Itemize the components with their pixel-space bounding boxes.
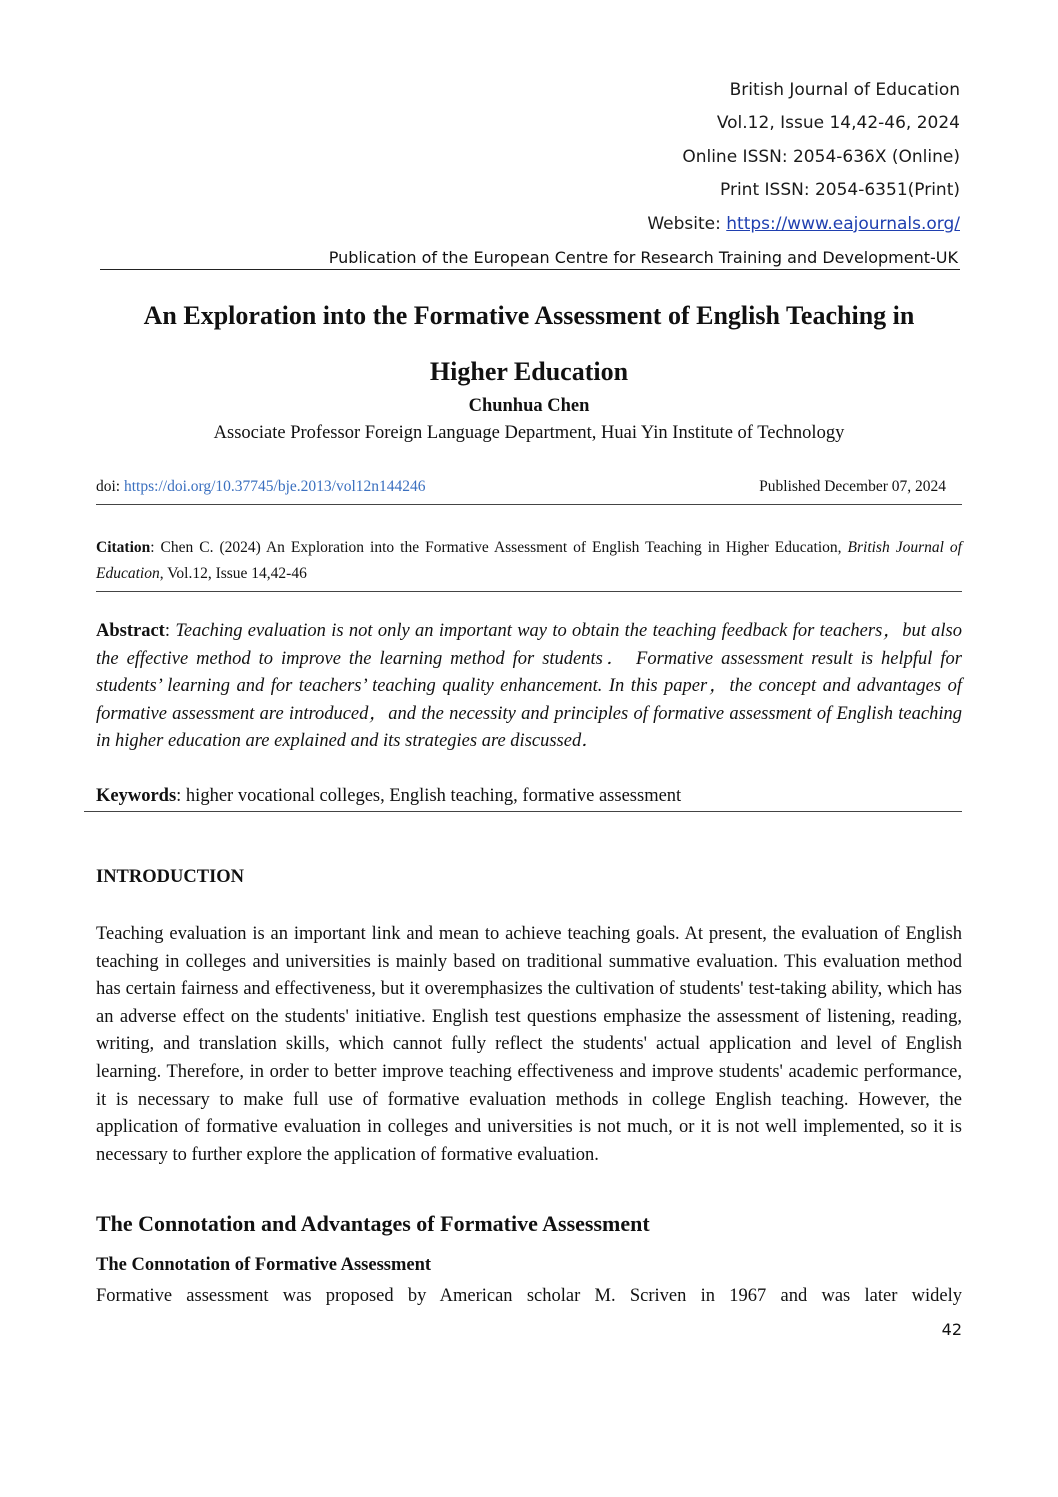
doi-row — [96, 478, 962, 505]
title-line-2: Higher Education — [429, 357, 629, 386]
page-number: 42 — [941, 1320, 962, 1339]
article-title — [80, 288, 978, 400]
keywords-text: : higher vocational colleges, English teaching, formative assessment — [176, 786, 682, 806]
website-link[interactable]: https://www.eajournals.org/ — [726, 213, 960, 234]
website-label: Website: — [647, 213, 727, 234]
print-issn: Print ISSN: 2054-6351(Print) — [720, 180, 960, 201]
keywords — [84, 783, 962, 812]
citation-label: Citation — [96, 539, 151, 556]
author-name: Chunhua Chen — [468, 396, 590, 416]
title-line-1: An Exploration into the Formative Assessment of English Teaching in — [143, 301, 915, 330]
introduction-heading: INTRODUCTION — [96, 867, 245, 887]
doi-label: doi: — [96, 478, 124, 495]
subsection-heading: The Connotation of Formative Assessment — [96, 1255, 432, 1275]
citation — [96, 535, 962, 592]
abstract-label: Abstract — [96, 621, 165, 641]
abstract-sep: : — [164, 621, 176, 641]
section-paragraph: Formative assessment was proposed by American scholar M. Scriven in 1967 and was later widely — [96, 1286, 962, 1306]
website-line — [647, 208, 960, 241]
publisher-line: Publication of the European Centre for Research Training and Development-UK — [100, 247, 960, 270]
journal-volume: Vol.12, Issue 14,42-46, 2024 — [716, 113, 960, 134]
online-issn: Online ISSN: 2054-636X (Online) — [682, 146, 960, 167]
keywords-label: Keywords — [96, 786, 177, 806]
author-affiliation: Associate Professor Foreign Language Department, Huai Yin Institute of Technology — [213, 423, 845, 443]
section-heading: The Connotation and Advantages of Formative Assessment — [96, 1211, 650, 1236]
published-date: Published December 07, 2024 — [759, 478, 946, 495]
abstract — [96, 618, 962, 756]
introduction-paragraph: Teaching evaluation is an important link and mean to achieve teaching goals. At present, the evaluation of English teaching in colleges and universities is mainly based on traditional summative evaluation. This evaluation method has certain fairness and effectiveness, but it overemphasizes the cultivation of students' test-taking ability, which has an adverse effect on the students' initiative. English test questions emphasize the assessment of listening, reading, writing, and translation skills, which cannot fully reflect the students' actual application and level of English learning. Therefore, in order to better improve teaching effectiveness and improve students' academic performance, it is necessary to make full use of formative evaluation methods in college English teaching. However, the application of formative evaluation in colleges and universities is not much, or it is not well implemented, so it is necessary to further explore the application of formative evaluation. — [96, 924, 962, 1165]
citation-text: : Chen C. (2024) An Exploration into the Formative Assessment of English Teaching in Higher Education, — [150, 539, 848, 556]
abstract-text: Teaching evaluation is not only an important way to obtain the teaching feedback for teachers，but also the effective method to improve the learning method for students． Formative assessment result is helpful for students’ learning and for teachers’ teaching quality enhancement. In this paper，the concept and advantages of formative assessment are introduced，and the necessity and principles of formative assessment of English teaching in higher education are explained and its strategies are discussed． — [96, 621, 963, 752]
citation-journal: British Journal of Education — [96, 539, 962, 582]
doi — [96, 478, 426, 496]
doi-link[interactable]: https://doi.org/10.37745/bje.2013/vol12n144246 — [124, 478, 426, 495]
journal-header — [647, 74, 960, 241]
journal-name: British Journal of Education — [729, 80, 960, 100]
citation-tail: , Vol.12, Issue 14,42-46 — [159, 565, 307, 582]
